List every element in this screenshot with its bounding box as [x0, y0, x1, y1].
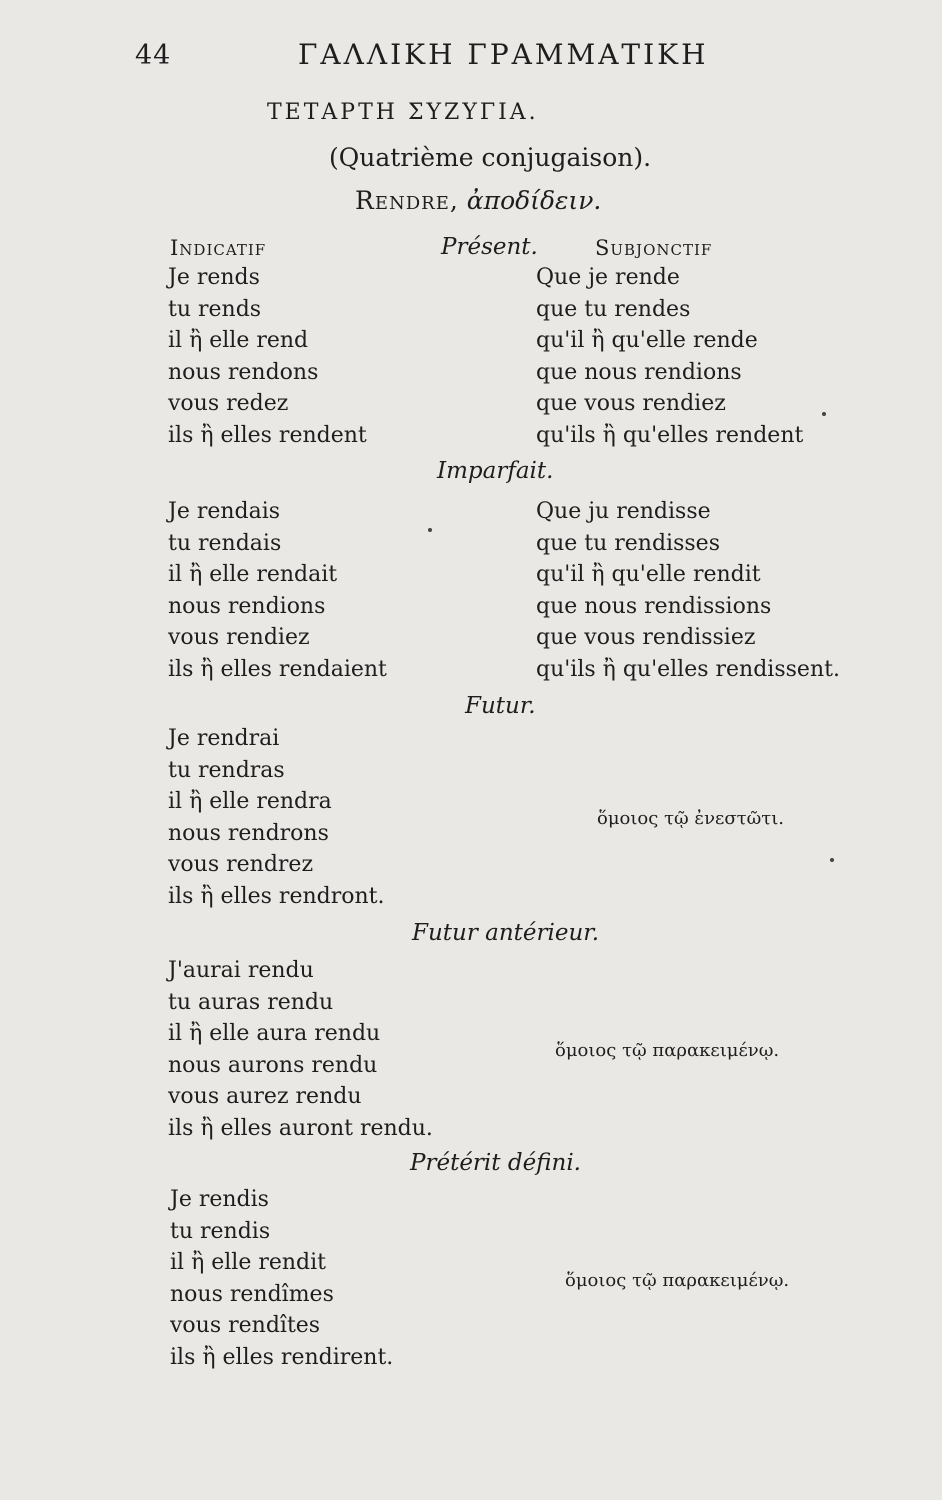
list-item: nous rendîmes	[170, 1281, 334, 1307]
page-number: 44	[135, 40, 172, 71]
present-indicatif-list	[168, 262, 367, 451]
ink-speck	[822, 412, 826, 416]
list-item: tu auras rendu	[168, 989, 334, 1015]
futur-greek-note: ὅμοιος τῷ ἐνεστῶτι.	[597, 808, 785, 829]
list-item: nous rendrons	[168, 820, 329, 846]
conjugation-subtitle: (Quatrième conjugaison).	[329, 143, 652, 172]
list-item: il ἢ elle rendait	[168, 562, 338, 587]
list-item: il ἢ elle rend	[168, 328, 309, 353]
list-item: J'aurai rendu	[168, 958, 314, 983]
subjonctif-header: Subjonctif	[595, 236, 713, 260]
list-item: nous rendions	[168, 593, 326, 619]
list-item: que vous rendissiez	[536, 625, 756, 650]
list-item: il ἢ elle rendit	[170, 1250, 327, 1275]
list-item: tu rendais	[168, 530, 282, 556]
imparfait-subjonctif-list	[536, 496, 840, 685]
list-item: qu'il ἢ qu'elle rendit	[536, 562, 761, 587]
list-item: Je rendis	[170, 1187, 269, 1212]
verb-heading	[355, 186, 601, 215]
tense-preterit-defini-label: Prétérit défini.	[410, 1150, 581, 1176]
list-item: qu'ils ἢ qu'elles rendent	[536, 422, 804, 448]
list-item: vous redez	[168, 391, 289, 416]
list-item: que nous rendions	[536, 359, 742, 385]
preterit-defini-indicatif-list	[170, 1184, 393, 1373]
list-item: que vous rendiez	[536, 391, 726, 416]
ink-speck	[428, 528, 432, 532]
list-item: Je rends	[168, 265, 260, 290]
preterit-defini-greek-note: ὅμοιος τῷ παρακειμένῳ.	[565, 1270, 790, 1291]
running-title: ΓΑΛΛΙΚΗ ΓΡΑΜΜΑΤΙΚΗ	[298, 38, 709, 71]
verb-greek: ἀποδίδειν.	[466, 186, 602, 215]
list-item: il ἢ elle rendra	[168, 789, 332, 814]
list-item: tu rends	[168, 296, 262, 322]
list-item: vous rendrez	[168, 852, 314, 877]
list-item: qu'il ἢ qu'elle rende	[536, 328, 758, 353]
list-item: Je rendais	[168, 499, 281, 524]
list-item: Que ju rendisse	[536, 499, 711, 524]
list-item: Que je rende	[536, 265, 680, 290]
futur-anterieur-indicatif-list	[168, 955, 433, 1144]
list-item: tu rendras	[168, 757, 285, 783]
tense-present-label: Présent.	[441, 234, 538, 260]
list-item: que nous rendissions	[536, 593, 772, 619]
imparfait-indicatif-list	[168, 496, 387, 685]
list-item: vous rendîtes	[170, 1313, 321, 1338]
list-item: ils ἢ elles auront rendu.	[168, 1115, 433, 1141]
futur-indicatif-list	[168, 723, 384, 912]
list-item: ils ἢ elles rendent	[168, 422, 367, 448]
list-item: ils ἢ elles rendront.	[168, 883, 385, 909]
list-item: il ἢ elle aura rendu	[168, 1021, 381, 1046]
list-item: vous aurez rendu	[168, 1084, 362, 1109]
tense-imparfait-label: Imparfait.	[437, 458, 554, 484]
list-item: ils ἢ elles rendirent.	[170, 1344, 394, 1370]
list-item: vous rendiez	[168, 625, 310, 650]
list-item: ils ἢ elles rendaient	[168, 656, 387, 682]
tense-futur-label: Futur.	[465, 693, 536, 719]
list-item: nous aurons rendu	[168, 1052, 378, 1078]
list-item: que tu rendisses	[536, 530, 720, 556]
ink-speck	[830, 858, 834, 862]
list-item: tu rendis	[170, 1218, 271, 1244]
list-item: que tu rendes	[536, 296, 691, 322]
tense-futur-anterieur-label: Futur antérieur.	[412, 920, 600, 946]
present-subjonctif-list	[536, 262, 803, 451]
list-item: nous rendons	[168, 359, 319, 385]
list-item: qu'ils ἢ qu'elles rendissent.	[536, 656, 840, 682]
indicatif-header: Indicatif	[170, 236, 267, 260]
verb-french: Rendre,	[355, 186, 459, 215]
list-item: Je rendrai	[168, 726, 280, 751]
futur-anterieur-greek-note: ὅμοιος τῷ παρακειμένῳ.	[555, 1040, 780, 1061]
conjugation-title: ΤΕΤΑΡΤΗ ΣΥΖΥΓΙΑ.	[267, 100, 539, 125]
